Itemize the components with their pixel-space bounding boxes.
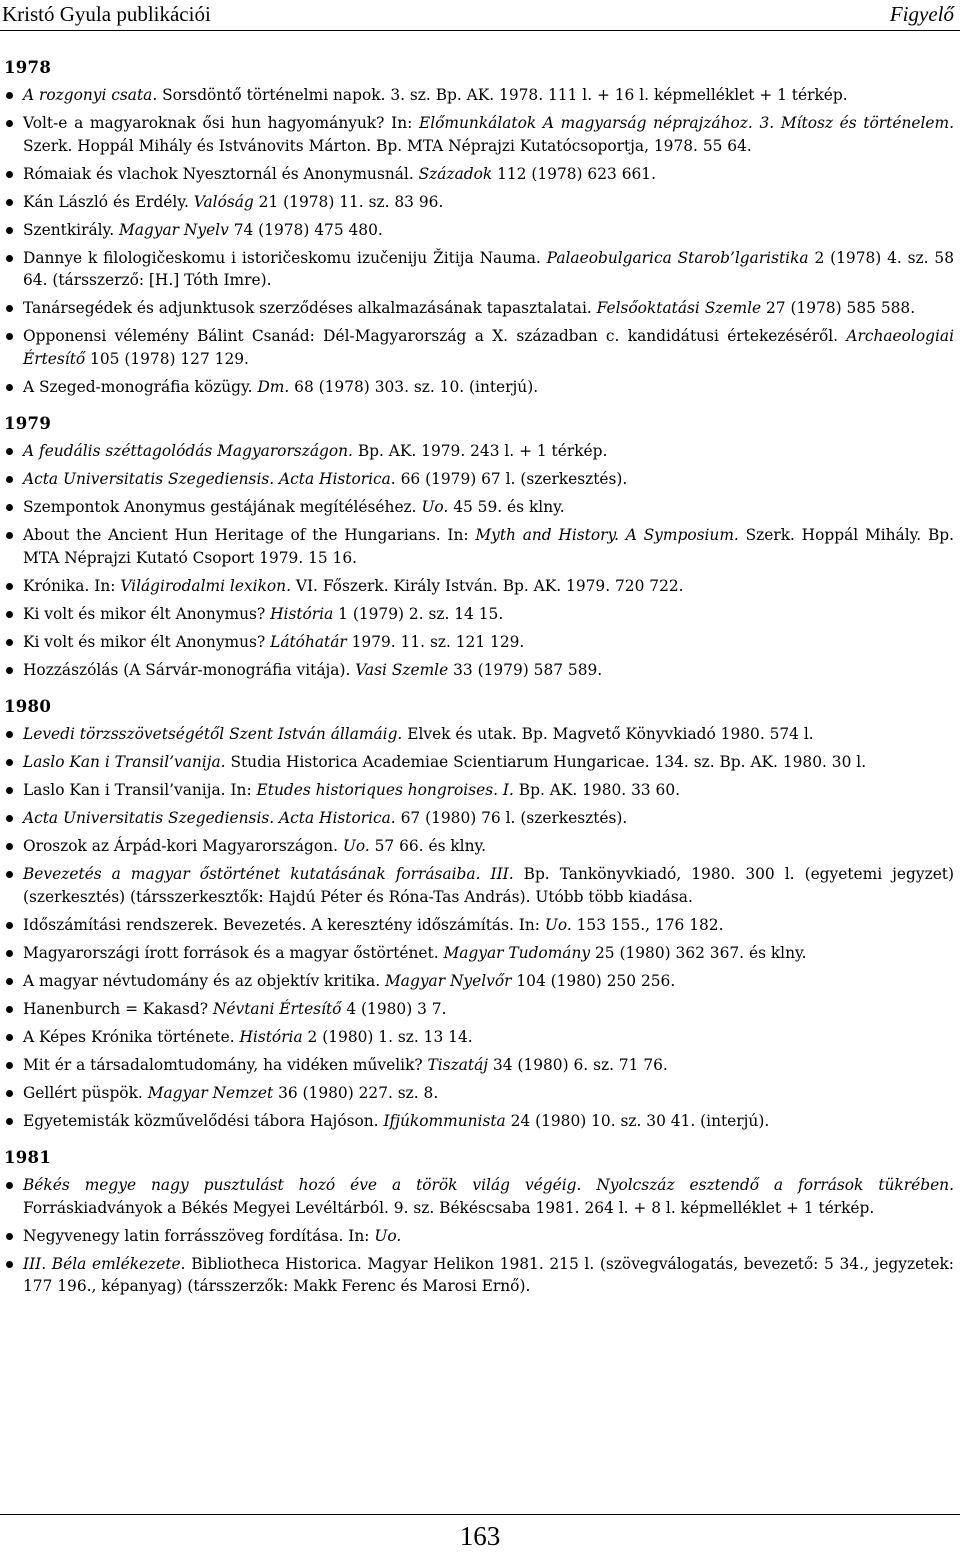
publication-title: Századok bbox=[418, 164, 493, 183]
publication-detail: Hanenburch = Kakasd? bbox=[23, 999, 213, 1018]
publication-detail: 153 155., 176 182. bbox=[571, 915, 724, 934]
publication-detail: 74 (1978) 475 480. bbox=[228, 220, 383, 239]
publication-title: Uo. bbox=[342, 837, 370, 855]
publication-detail: VI. Főszerk. Király István. Bp. AK. 1979. 720 722. bbox=[290, 576, 684, 595]
list-item bbox=[0, 914, 960, 937]
publication-detail: 66 (1979) 67 l. (szerkesztés). bbox=[395, 470, 628, 488]
publication-detail: Bp. AK. 1979. 243 l. + 1 térkép. bbox=[352, 442, 608, 460]
list-item bbox=[0, 942, 960, 965]
publication-detail: A Képes Krónika története. bbox=[23, 1027, 240, 1046]
publication-title: Levedi törzsszövetségétől Szent István államáig. bbox=[23, 725, 403, 743]
publication-detail: Hozzászólás (A Sárvár-monográfia vitája). bbox=[23, 660, 356, 679]
publication-detail: 25 (1980) 362 367. és klny. bbox=[590, 943, 807, 962]
publication-title: Myth and History. A Symposium. bbox=[475, 526, 739, 544]
publication-detail: 67 (1980) 76 l. (szerkesztés). bbox=[395, 809, 628, 827]
publication-detail: 2 (1978) 4. sz. 58 64. (társszerző: [H.] Tóth Imre). bbox=[23, 248, 954, 289]
list-item bbox=[0, 440, 960, 463]
list-item bbox=[0, 1054, 960, 1077]
publication-title: Békés megye nagy pusztulást hozó éve a török világ végéig. Nyolcszáz esztendő a források tükrében. bbox=[23, 1176, 954, 1194]
publication-title: Ifjúkommunista bbox=[383, 1111, 506, 1130]
list-item bbox=[0, 524, 960, 569]
publication-detail: Tanársegédek és adjunktusok szerződéses alkalmazásának tapasztalatai. bbox=[23, 299, 597, 317]
year-heading: 1978 bbox=[4, 58, 52, 77]
publication-detail: 1979. 11. sz. 121 129. bbox=[346, 632, 525, 651]
list-item bbox=[0, 163, 960, 186]
publication-list bbox=[0, 440, 960, 681]
list-item bbox=[0, 1110, 960, 1133]
publication-title: A rozgonyi csata. bbox=[23, 86, 158, 104]
publication-title: Laslo Kan i Transil’vanija. bbox=[23, 753, 226, 771]
publication-detail: Szerk. Hoppál Mihály. Bp. MTA Néprajzi Kutató Csoport 1979. 15 16. bbox=[23, 526, 954, 567]
publication-title: Magyar Nemzet bbox=[147, 1083, 274, 1102]
list-item bbox=[0, 723, 960, 746]
list-item bbox=[0, 112, 960, 157]
publication-detail: Ki volt és mikor élt Anonymus? bbox=[23, 632, 271, 651]
page-header bbox=[0, 0, 960, 31]
publication-detail: 57 66. és klny. bbox=[369, 837, 487, 855]
year-heading: 1979 bbox=[4, 414, 52, 433]
publication-title: Előmunkálatok A magyarság néprajzához. 3. Mítosz és történelem. bbox=[418, 114, 954, 132]
publication-title: Uo. bbox=[544, 915, 572, 934]
publication-detail: A magyar névtudomány és az objektív kritika. bbox=[23, 971, 386, 990]
list-item bbox=[0, 835, 960, 858]
publication-detail: 68 (1978) 303. sz. 10. (interjú). bbox=[289, 377, 539, 396]
publication-title: A feudális széttagolódás Magyarországon. bbox=[23, 442, 353, 460]
publication-detail: Szerk. Hoppál Mihály és Istvánovits Márton. Bp. MTA Néprajzi Kutatócsoportja, 1978. 55 64. bbox=[23, 136, 752, 155]
publication-detail: Ki volt és mikor élt Anonymus? bbox=[23, 604, 271, 623]
publication-detail: 112 (1978) 623 661. bbox=[492, 164, 656, 183]
list-item bbox=[0, 659, 960, 682]
publication-detail: 36 (1980) 227. sz. 8. bbox=[273, 1083, 439, 1102]
publication-detail: 34 (1980) 6. sz. 71 76. bbox=[488, 1055, 668, 1074]
list-item bbox=[0, 807, 960, 830]
list-item bbox=[0, 751, 960, 774]
list-item bbox=[0, 631, 960, 654]
publication-detail: 45 59. és klny. bbox=[448, 498, 565, 516]
publication-title: Felsőoktatási Szemle bbox=[596, 299, 762, 317]
publication-detail: A Szeged-monográfia közügy. bbox=[23, 377, 258, 396]
list-item bbox=[0, 575, 960, 598]
publication-title: III. Béla emlékezete. bbox=[23, 1254, 186, 1273]
publication-detail: Bp. Tankönyvkiadó, 1980. 300 l. (egyetemi jegyzet) (szerkesztés) (társszerkesztők: Hajdú Péter és Róna-Tas András). Utóbb több kiadása. bbox=[23, 865, 954, 906]
publication-detail: Egyetemisták közművelődési tábora Hajóson. bbox=[23, 1111, 384, 1130]
publication-title: Acta Universitatis Szegediensis. Acta Historica. bbox=[23, 809, 396, 827]
publication-title: Valóság bbox=[193, 192, 254, 211]
list-item bbox=[0, 1225, 960, 1248]
publication-detail: Magyarországi írott források és a magyar őstörténet. bbox=[23, 943, 444, 962]
list-item bbox=[0, 1026, 960, 1049]
publication-detail: Negyvenegy latin forrásszöveg fordítása. In: bbox=[23, 1226, 375, 1245]
publication-detail: 1 (1979) 2. sz. 14 15. bbox=[333, 604, 504, 623]
publication-detail: 105 (1978) 127 129. bbox=[85, 349, 249, 368]
publication-detail: Laslo Kan i Transil’vanija. In: bbox=[23, 781, 257, 799]
bibliography bbox=[0, 56, 960, 1303]
list-item bbox=[0, 970, 960, 993]
publication-title: Uo. bbox=[374, 1226, 402, 1245]
publication-detail: Opponensi vélemény Bálint Csanád: Dél-Magyarország a X. században c. kandidátusi értekezéséről. bbox=[23, 327, 847, 345]
publication-detail: Elvek és utak. Bp. Magvető Könyvkiadó 1980. 574 l. bbox=[402, 725, 814, 743]
publication-title: História bbox=[239, 1027, 303, 1046]
publication-title: Magyar Nyelv bbox=[119, 220, 229, 239]
publication-detail: Kán László és Erdély. bbox=[23, 192, 194, 211]
publication-title: Archaeologiai Értesítő bbox=[23, 327, 954, 368]
header-title: Kristó Gyula publikációi bbox=[2, 2, 211, 26]
publication-title: Névtani Értesítő bbox=[212, 999, 342, 1018]
publication-detail: Krónika. In: bbox=[23, 576, 121, 595]
list-item bbox=[0, 779, 960, 802]
publication-detail: 104 (1980) 250 256. bbox=[511, 971, 676, 990]
publication-title: Palaeobulgarica Starob’lgaristika bbox=[546, 248, 809, 267]
list-item bbox=[0, 247, 960, 292]
publication-detail: Gellért püspök. bbox=[23, 1083, 148, 1102]
publication-title: Magyar Nyelvőr bbox=[385, 971, 512, 990]
list-item bbox=[0, 297, 960, 320]
publication-detail: Mit ér a társadalomtudomány, ha vidéken művelik? bbox=[23, 1055, 428, 1074]
publication-detail: About the Ancient Hun Heritage of the Hungarians. In: bbox=[23, 526, 476, 544]
publication-detail: Volt-e a magyaroknak ősi hun hagyományuk? In: bbox=[23, 114, 419, 132]
list-item bbox=[0, 468, 960, 491]
list-item bbox=[0, 325, 960, 370]
header-section: Figyelő bbox=[889, 2, 954, 26]
publication-detail: Bibliotheca Historica. Magyar Helikon 1981. 215 l. (szövegválogatás, bevezető: 5 34., jegyzetek: 177 196., képanyag) (társszerzők: Makk Ferenc és Marosi Ernő). bbox=[23, 1254, 954, 1295]
list-item bbox=[0, 1082, 960, 1105]
publication-detail: Oroszok az Árpád-kori Magyarországon. bbox=[23, 837, 343, 855]
list-item bbox=[0, 1174, 960, 1219]
publication-title: Látóhatár bbox=[270, 632, 347, 651]
publication-detail: Időszámítási rendszerek. Bevezetés. A keresztény időszámítás. In: bbox=[23, 915, 545, 934]
publication-title: Tiszatáj bbox=[427, 1055, 489, 1074]
publication-title: Vasi Szemle bbox=[355, 660, 449, 679]
list-item bbox=[0, 1253, 960, 1298]
publication-title: Dm. bbox=[257, 377, 290, 396]
publication-detail: Szempontok Anonymus gestájának megítéléséhez. bbox=[23, 498, 422, 516]
list-item bbox=[0, 219, 960, 242]
publication-title: Etudes historiques hongroises. I. bbox=[256, 781, 514, 799]
publication-detail: Dannye k filologičeskomu i istoričeskomu izučeniju Žitija Nauma. bbox=[23, 248, 547, 267]
list-item bbox=[0, 863, 960, 908]
list-item bbox=[0, 998, 960, 1021]
publication-detail: 2 (1980) 1. sz. 13 14. bbox=[302, 1027, 473, 1046]
publication-detail: Szentkirály. bbox=[23, 220, 119, 239]
publication-list bbox=[0, 1174, 960, 1298]
year-heading: 1981 bbox=[4, 1148, 52, 1167]
publication-detail: 4 (1980) 3 7. bbox=[341, 999, 447, 1018]
page-footer bbox=[0, 1514, 960, 1557]
publication-title: Acta Universitatis Szegediensis. Acta Historica. bbox=[23, 470, 396, 488]
publication-detail: 27 (1978) 585 588. bbox=[761, 299, 916, 317]
list-item bbox=[0, 603, 960, 626]
publication-detail: Sorsdöntő történelmi napok. 3. sz. Bp. AK. 1978. 111 l. + 16 l. képmelléklet + 1 térkép. bbox=[157, 86, 848, 104]
publication-title: Magyar Tudomány bbox=[443, 943, 591, 962]
publication-title: Bevezetés a magyar őstörténet kutatásának forrásaiba. III. bbox=[23, 865, 514, 883]
page-number: 163 bbox=[459, 1521, 501, 1551]
publication-detail: Rómaiak és vlachok Nyesztornál és Anonymusnál. bbox=[23, 164, 419, 183]
publication-detail: 21 (1978) 11. sz. 83 96. bbox=[253, 192, 444, 211]
publication-title: Uo. bbox=[421, 498, 449, 516]
list-item bbox=[0, 191, 960, 214]
publication-title: Világirodalmi lexikon. bbox=[120, 576, 291, 595]
list-item bbox=[0, 376, 960, 399]
year-heading: 1980 bbox=[4, 697, 52, 716]
publication-detail: Bp. AK. 1980. 33 60. bbox=[513, 781, 681, 799]
list-item bbox=[0, 496, 960, 519]
publication-detail: 33 (1979) 587 589. bbox=[448, 660, 603, 679]
publication-list bbox=[0, 723, 960, 1132]
publication-detail: 24 (1980) 10. sz. 30 41. (interjú). bbox=[505, 1111, 770, 1130]
publication-detail: Studia Historica Academiae Scientiarum Hungaricae. 134. sz. Bp. AK. 1980. 30 l. bbox=[225, 753, 867, 771]
list-item bbox=[0, 84, 960, 107]
publication-title: História bbox=[270, 604, 334, 623]
publication-list bbox=[0, 84, 960, 398]
publication-detail: Forráskiadványok a Békés Megyei Levéltárból. 9. sz. Békéscsaba 1981. 264 l. + 8 l. képmelléklet + 1 térkép. bbox=[23, 1198, 875, 1217]
